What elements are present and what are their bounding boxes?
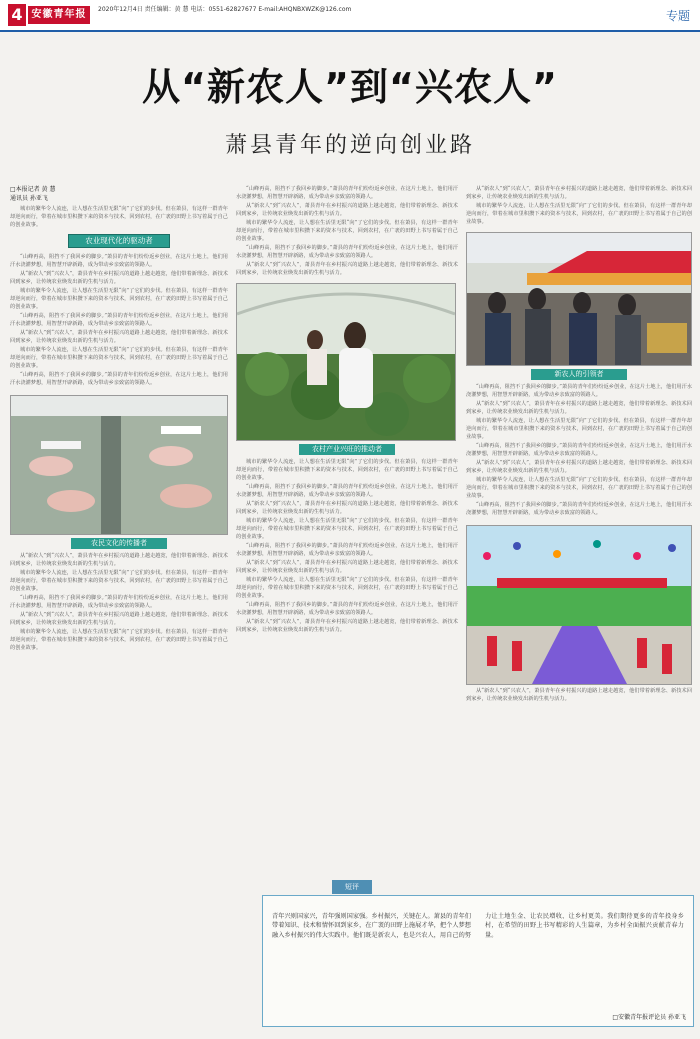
masthead-info: 2020年12月4日 责任编辑：黄 慧 电话：0551-62827677 E-mail:AHQNBXWZK@126.com [98, 6, 352, 13]
body-paragraph: 城市的繁华令人流连，让人想在生活里无限“向”了它们的步伐。但在萧县，有这样一群青年却逆向而行，带着在城市里积攒下来的资本与技术，回到农村，在广袤的田野上书写着属于自己的创业故事。 [466, 203, 692, 225]
body-paragraph: 城市的繁华令人流连，让人想在生活里无限“向”了它们的步伐。但在萧县，有这样一群青年却逆向而行，带着在城市里积攒下来的资本与技术，回到农村，在广袤的田野上书写着属于自己的创业故事。 [10, 347, 228, 369]
body-paragraph: “山峰再高，阻挡不了我回乡的脚步。”萧县的青年们纷纷返乡创业，在这片土地上，他们用汗水浇灌梦想，用智慧开辟新路，成为带动乡亲致富的领路人。 [236, 186, 458, 200]
body-paragraph: “山峰再高，阻挡不了我回乡的脚步。”萧县的青年们纷纷返乡创业，在这片土地上，他们用汗水浇灌梦想，用智慧开辟新路，成为带动乡亲致富的领路人。 [466, 384, 692, 398]
body-paragraph: 城市的繁华令人流连，让人想在生活里无限“向”了它们的步伐。但在萧县，有这样一群青年却逆向而行，带着在城市里积攒下来的资本与技术，回到农村，在广袤的田野上书写着属于自己的创业故事。 [10, 288, 228, 310]
body-paragraph: “山峰再高，阻挡不了我回乡的脚步。”萧县的青年们纷纷返乡创业，在这片土地上，他们用汗水浇灌梦想，用智慧开辟新路，成为带动乡亲致富的领路人。 [236, 543, 458, 557]
body-paragraph: 从“新农人”到“兴农人”，萧县青年在乡村振兴的道路上越走越宽，他们带着新理念、新技术回到家乡，让传统农业焕发出新的生机与活力。 [236, 560, 458, 574]
caption-3: 农民文化的传播者 [71, 538, 167, 549]
body-paragraph: 城市的繁华令人流连，让人想在生活里无限“向”了它们的步伐。但在萧县，有这样一群青年却逆向而行，带着在城市里积攒下来的资本与技术，回到农村，在广袤的田野上书写着属于自己的创业故事。 [236, 518, 458, 540]
body-paragraph: 城市的繁华令人流连，让人想在生活里无限“向”了它们的步伐。但在萧县，有这样一群青年却逆向而行，带着在城市里积攒下来的资本与技术，回到农村，在广袤的田野上书写着属于自己的创业故事。 [236, 220, 458, 242]
subheadline: 萧县青年的逆向创业路 [224, 133, 475, 158]
body-paragraph: 从“新农人”到“兴农人”，萧县青年在乡村振兴的道路上越走越宽，他们带着新理念、新技术回到家乡，让传统农业焕发出新的生机与活力。 [466, 186, 692, 200]
byline: □本报记者 黄 慧 通讯员 孙亚飞 [10, 186, 56, 202]
body-paragraph: 从“新农人”到“兴农人”，萧县青年在乡村振兴的道路上越走越宽，他们带着新理念、新技术回到家乡，让传统农业焕发出新的生机与活力。 [466, 688, 692, 702]
market-photo [466, 232, 692, 366]
greenhouse-image [237, 284, 455, 440]
column-2 [236, 185, 458, 885]
festival-image [467, 526, 691, 684]
festival-photo [466, 525, 692, 685]
pig-farm-image [11, 396, 227, 534]
body-paragraph: “山峰再高，阻挡不了我回乡的脚步。”萧县的青年们纷纷返乡创业，在这片土地上，他们用汗水浇灌梦想，用智慧开辟新路，成为带动乡亲致富的领路人。 [10, 372, 228, 386]
paper-logo: 安徽青年报 [28, 6, 90, 24]
body-paragraph: 从“新农人”到“兴农人”，萧县青年在乡村振兴的道路上越走越宽，他们带着新理念、新技术回到家乡，让传统农业焕发出新的生机与活力。 [10, 612, 228, 626]
body-paragraph: “山峰再高，阻挡不了我回乡的脚步。”萧县的青年们纷纷返乡创业，在这片土地上，他们用汗水浇灌梦想，用智慧开辟新路，成为带动乡亲致富的领路人。 [236, 245, 458, 259]
body-paragraph: 从“新农人”到“兴农人”，萧县青年在乡村振兴的道路上越走越宽，他们带着新理念、新技术回到家乡，让传统农业焕发出新的生机与活力。 [466, 401, 692, 415]
page-number: 4 [8, 4, 26, 26]
commentary-text: 青年兴则国家兴，青年强则国家强。乡村振兴，关键在人。萧县的青年们带着知识、技术和情怀回到家乡，在广袤的田野上施展才华，把个人梦想融入乡村振兴的伟大实践中。他们既是新农人，也是兴农人，用自己的努力让土地生金、让农民增收、让乡村更美。我们期待更多的青年投身乡村，在希望的田野上书写精彩的人生篇章，为乡村全面振兴贡献青春力量。 [272, 913, 684, 939]
body-paragraph: “山峰再高，阻挡不了我回乡的脚步。”萧县的青年们纷纷返乡创业，在这片土地上，他们用汗水浇灌梦想，用智慧开辟新路，成为带动乡亲致富的领路人。 [10, 254, 228, 268]
masthead [0, 0, 700, 30]
body-paragraph: 从“新农人”到“兴农人”，萧县青年在乡村振兴的道路上越走越宽，他们带着新理念、新技术回到家乡，让传统农业焕发出新的生机与活力。 [236, 262, 458, 276]
commentary-tag: 短评 [332, 880, 372, 894]
body-paragraph: “山峰再高，阻挡不了我回乡的脚步。”萧县的青年们纷纷返乡创业，在这片土地上，他们用汗水浇灌梦想，用智慧开辟新路，成为带动乡亲致富的领路人。 [236, 602, 458, 616]
body-paragraph: 从“新农人”到“兴农人”，萧县青年在乡村振兴的道路上越走越宽，他们带着新理念、新技术回到家乡，让传统农业焕发出新的生机与活力。 [10, 553, 228, 567]
body-paragraph: “山峰再高，阻挡不了我回乡的脚步。”萧县的青年们纷纷返乡创业，在这片土地上，他们用汗水浇灌梦想，用智慧开辟新路，成为带动乡亲致富的领路人。 [236, 484, 458, 498]
section-label: 专题 [665, 9, 690, 23]
body-paragraph: 城市的繁华令人流连，让人想在生活里无限“向”了它们的步伐。但在萧县，有这样一群青年却逆向而行，带着在城市里积攒下来的资本与技术，回到农村，在广袤的田野上书写着属于自己的创业故事。 [236, 577, 458, 599]
body-paragraph: 城市的繁华令人流连，让人想在生活里无限“向”了它们的步伐。但在萧县，有这样一群青年却逆向而行，带着在城市里积攒下来的资本与技术，回到农村，在广袤的田野上书写着属于自己的创业故事。 [10, 570, 228, 592]
market-image [467, 233, 691, 365]
caption-1: 新农人的引领者 [531, 369, 627, 380]
commentary-signature: □安徽青年报评论员 孙亚飞 [612, 1014, 686, 1021]
headline: 从“新农人”到“兴农人” [142, 65, 558, 109]
body-paragraph: 从“新农人”到“兴农人”，萧县青年在乡村振兴的道路上越走越宽，他们带着新理念、新技术回到家乡，让传统农业焕发出新的生机与活力。 [236, 501, 458, 515]
body-paragraph: 城市的繁华令人流连，让人想在生活里无限“向”了它们的步伐。但在萧县，有这样一群青年却逆向而行，带着在城市里积攒下来的资本与技术，回到农村，在广袤的田野上书写着属于自己的创业故事。 [466, 477, 692, 499]
caption-2: 农村产业兴旺的推动者 [299, 444, 395, 455]
body-paragraph: 城市的繁华令人流连，让人想在生活里无限“向”了它们的步伐。但在萧县，有这样一群青年却逆向而行，带着在城市里积攒下来的资本与技术，回到农村，在广袤的田野上书写着属于自己的创业故事。 [236, 459, 458, 481]
body-paragraph: 城市的繁华令人流连，让人想在生活里无限“向”了它们的步伐。但在萧县，有这样一群青年却逆向而行，带着在城市里积攒下来的资本与技术，回到农村，在广袤的田野上书写着属于自己的创业故事。 [10, 629, 228, 651]
body-paragraph: 从“新农人”到“兴农人”，萧县青年在乡村振兴的道路上越走越宽，他们带着新理念、新技术回到家乡，让传统农业焕发出新的生机与活力。 [236, 619, 458, 633]
greenhouse-photo [236, 283, 456, 441]
body-paragraph: “山峰再高，阻挡不了我回乡的脚步。”萧县的青年们纷纷返乡创业，在这片土地上，他们用汗水浇灌梦想，用智慧开辟新路，成为带动乡亲致富的领路人。 [10, 313, 228, 327]
body-paragraph: 从“新农人”到“兴农人”，萧县青年在乡村振兴的道路上越走越宽，他们带着新理念、新技术回到家乡，让传统农业焕发出新的生机与活力。 [10, 271, 228, 285]
body-paragraph: 从“新农人”到“兴农人”，萧县青年在乡村振兴的道路上越走越宽，他们带着新理念、新技术回到家乡，让传统农业焕发出新的生机与活力。 [236, 203, 458, 217]
pig-farm-photo [10, 395, 228, 535]
body-paragraph: “山峰再高，阻挡不了我回乡的脚步。”萧县的青年们纷纷返乡创业，在这片土地上，他们用汗水浇灌梦想，用智慧开辟新路，成为带动乡亲致富的领路人。 [466, 443, 692, 457]
body-paragraph: “山峰再高，阻挡不了我回乡的脚步。”萧县的青年们纷纷返乡创业，在这片土地上，他们用汗水浇灌梦想，用智慧开辟新路，成为带动乡亲致富的领路人。 [10, 595, 228, 609]
body-paragraph: “山峰再高，阻挡不了我回乡的脚步。”萧县的青年们纷纷返乡创业，在这片土地上，他们用汗水浇灌梦想，用智慧开辟新路，成为带动乡亲致富的领路人。 [466, 502, 692, 516]
body-paragraph: 从“新农人”到“兴农人”，萧县青年在乡村振兴的道路上越走越宽，他们带着新理念、新技术回到家乡，让传统农业焕发出新的生机与活力。 [10, 330, 228, 344]
body-paragraph: 从“新农人”到“兴农人”，萧县青年在乡村振兴的道路上越走越宽，他们带着新理念、新技术回到家乡，让传统农业焕发出新的生机与活力。 [466, 460, 692, 474]
body-paragraph: 城市的繁华令人流连，让人想在生活里无限“向”了它们的步伐。但在萧县，有这样一群青年却逆向而行，带着在城市里积攒下来的资本与技术，回到农村，在广袤的田野上书写着属于自己的创业故事。 [466, 418, 692, 440]
column-1 [10, 185, 228, 875]
body-paragraph: 城市的繁华令人流连，让人想在生活里无限“向”了它们的步伐。但在萧县，有这样一群青年却逆向而行，带着在城市里积攒下来的资本与技术，回到农村，在广袤的田野上书写着属于自己的创业故事。 [10, 206, 228, 228]
column-3 [466, 185, 692, 875]
section-heading-1: 农业现代化的驱动者 [68, 234, 170, 248]
masthead-rule [0, 30, 700, 32]
